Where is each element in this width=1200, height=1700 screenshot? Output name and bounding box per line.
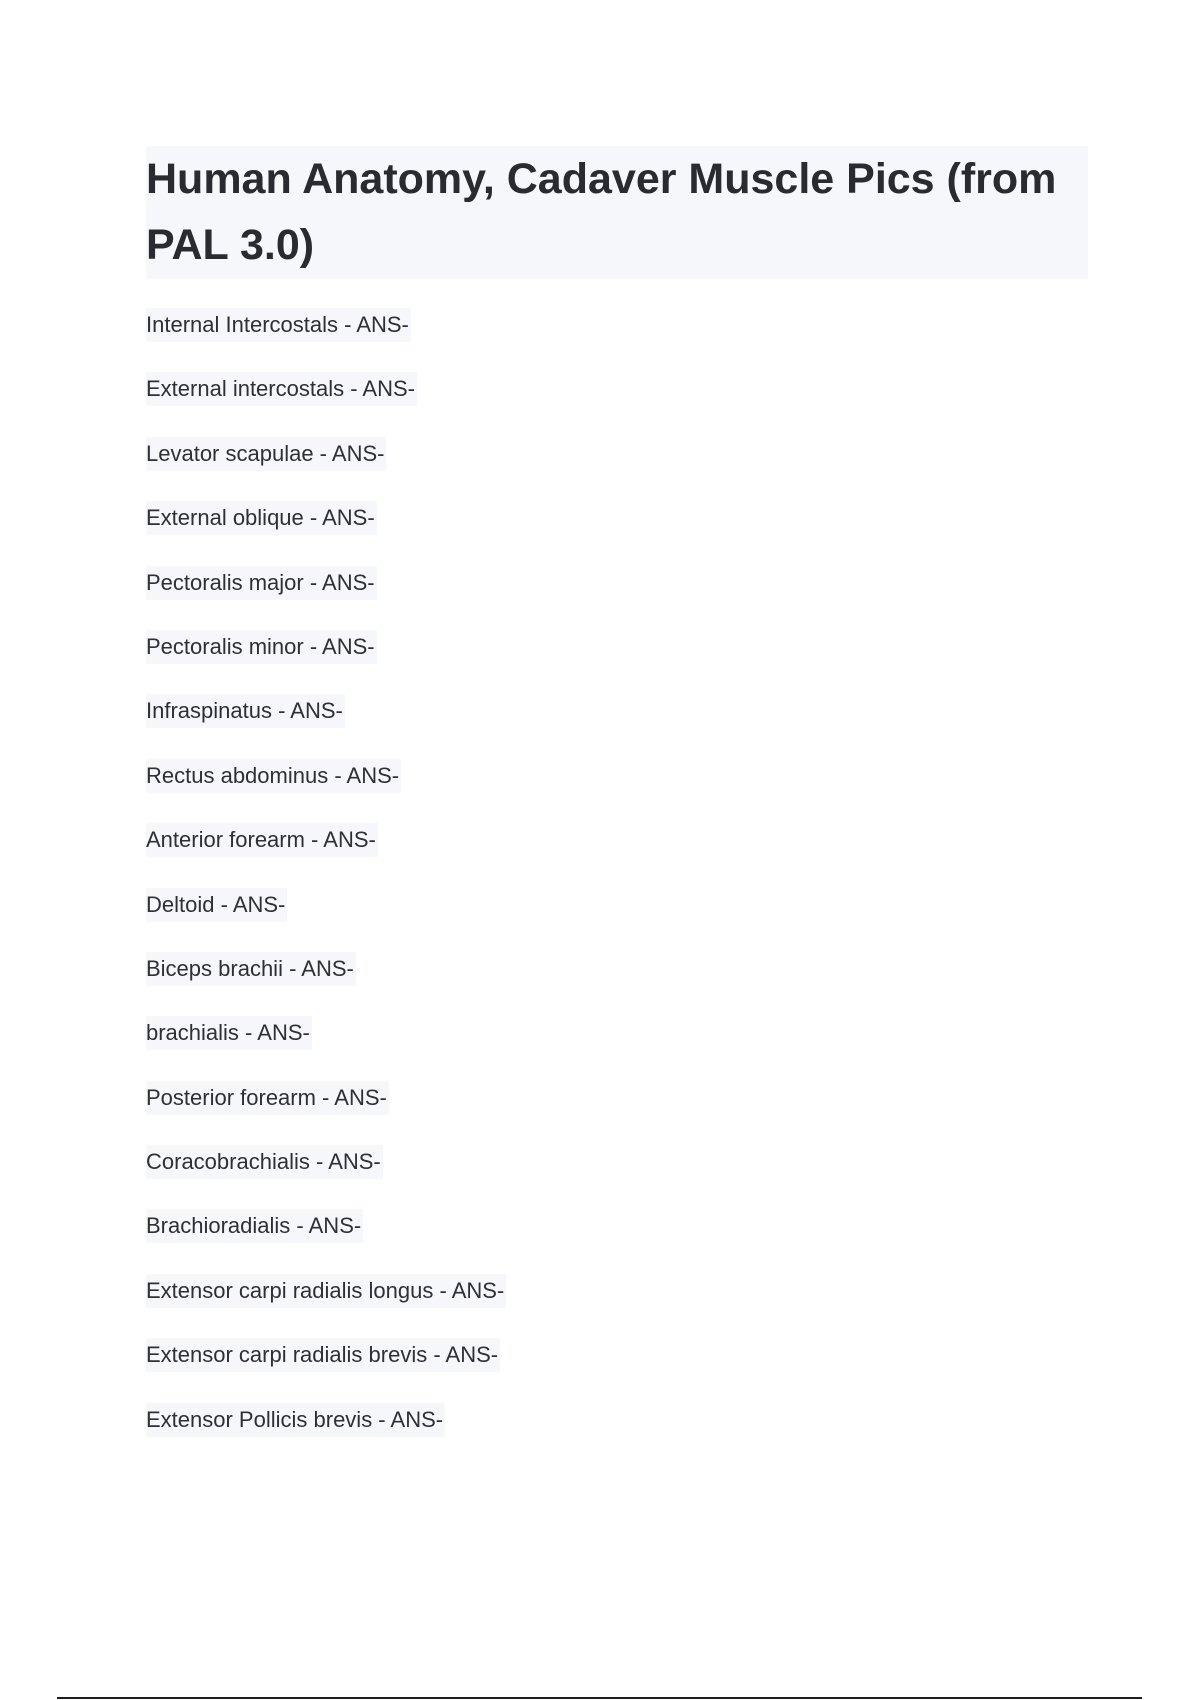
list-item: [146, 372, 506, 436]
list-item: [146, 952, 506, 1016]
term-text: Pectoralis minor - ANS-: [146, 630, 377, 664]
term-text: Coracobrachialis - ANS-: [146, 1145, 383, 1179]
list-item: [146, 1081, 506, 1145]
term-text: Extensor Pollicis brevis - ANS-: [146, 1403, 445, 1437]
list-item: [146, 1016, 506, 1080]
list-item: [146, 694, 506, 758]
term-text: brachialis - ANS-: [146, 1016, 312, 1050]
term-text: Internal Intercostals - ANS-: [146, 308, 411, 342]
term-text: Brachioradialis - ANS-: [146, 1209, 363, 1243]
term-text: Biceps brachii - ANS-: [146, 952, 356, 986]
term-text: Anterior forearm - ANS-: [146, 823, 378, 857]
title-block: [146, 146, 1088, 279]
term-list: [146, 308, 506, 1467]
list-item: [146, 1338, 506, 1402]
term-text: Extensor carpi radialis longus - ANS-: [146, 1274, 506, 1308]
term-text: External intercostals - ANS-: [146, 372, 417, 406]
list-item: [146, 1403, 506, 1467]
list-item: [146, 437, 506, 501]
list-item: [146, 759, 506, 823]
list-item: [146, 566, 506, 630]
term-text: Levator scapulae - ANS-: [146, 437, 386, 471]
list-item: [146, 501, 506, 565]
list-item: [146, 1145, 506, 1209]
page-title: Human Anatomy, Cadaver Muscle Pics (from PAL 3.0): [146, 155, 1057, 269]
term-text: Extensor carpi radialis brevis - ANS-: [146, 1338, 500, 1372]
term-text: Posterior forearm - ANS-: [146, 1081, 389, 1115]
list-item: [146, 823, 506, 887]
term-text: Rectus abdominus - ANS-: [146, 759, 401, 793]
list-item: [146, 630, 506, 694]
list-item: [146, 1274, 506, 1338]
term-text: Pectoralis major - ANS-: [146, 566, 377, 600]
list-item: [146, 1209, 506, 1273]
term-text: Deltoid - ANS-: [146, 888, 287, 922]
footer-divider: [57, 1697, 1142, 1699]
list-item: [146, 888, 506, 952]
term-text: External oblique - ANS-: [146, 501, 377, 535]
term-text: Infraspinatus - ANS-: [146, 694, 345, 728]
list-item: [146, 308, 506, 372]
